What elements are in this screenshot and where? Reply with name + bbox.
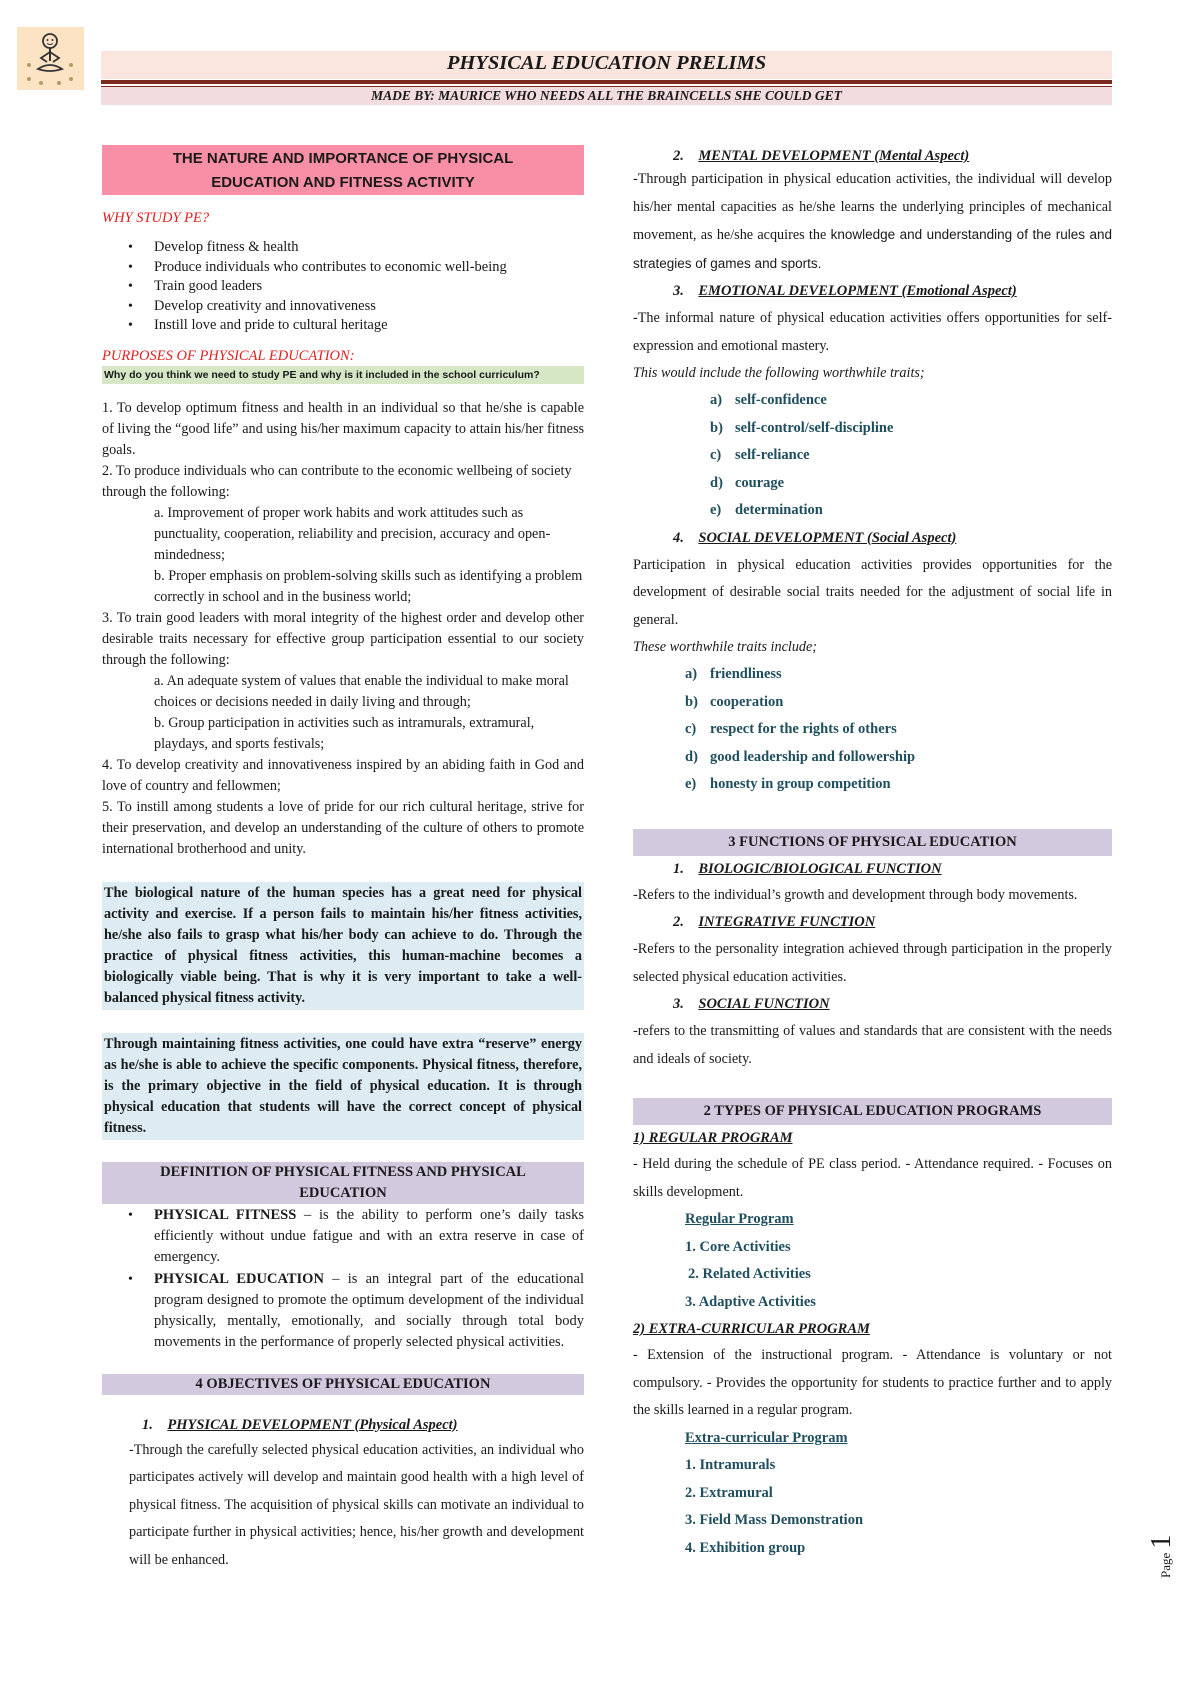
extracurricular-program-text: - Extension of the instructional program. - Attendance is voluntary or not compulsory. - Provides the opportunity for students to practice further and to apply the skills learned in a regular program. xyxy=(633,1347,1112,1418)
objective-title: MENTAL DEVELOPMENT (Mental Aspect) xyxy=(698,148,970,164)
meditating-figure-icon xyxy=(17,27,84,90)
right-column xyxy=(633,146,1112,1562)
function-1-heading xyxy=(633,856,1112,882)
list-item xyxy=(685,689,1112,717)
trait-text: honesty in group competition xyxy=(710,776,891,792)
function-number: 2. xyxy=(673,914,684,930)
programs-heading: 2 TYPES OF PHYSICAL EDUCATION PROGRAMS xyxy=(633,1098,1112,1125)
purpose-3b: b. Group participation in activities such as intramurals, extramural, playdays, and sports festivals; xyxy=(154,714,535,752)
definition-text: – is an integral part of the educational program designed to promote the optimum development of the individual physically, mentally, emotionally, and socially through total body movements in the performance of properly selected physical activities. xyxy=(154,1270,584,1350)
list-item xyxy=(710,470,1112,498)
definition-heading-line: DEFINITION OF PHYSICAL FITNESS AND PHYSICAL xyxy=(160,1163,526,1180)
definition-text: – is the ability to perform one’s daily tasks efficiently without undue fatigue and with an extra reserve in case of emergency. xyxy=(154,1206,585,1265)
definition-physical-education xyxy=(102,1269,584,1353)
objective-number: 1. xyxy=(142,1416,153,1433)
trait-text: self-reliance xyxy=(735,447,810,463)
purposes-heading: PURPOSES OF PHYSICAL EDUCATION: xyxy=(102,347,355,364)
definition-heading-line: EDUCATION xyxy=(299,1184,387,1201)
function-title: BIOLOGIC/BIOLOGICAL FUNCTION xyxy=(698,860,942,877)
page-number xyxy=(1146,1518,1186,1578)
purposes-body xyxy=(102,398,584,860)
trait-letter: b) xyxy=(685,693,698,710)
list-item: • Develop fitness & health xyxy=(102,238,584,258)
objective-title: PHYSICAL DEVELOPMENT (Physical Aspect) xyxy=(167,1416,458,1433)
list-item xyxy=(685,744,1112,772)
objective-text: -Through participation in physical education activities, the individual will develop his/her mental capacities as he/she learns the underlying principles of mechanical movement, as he/she acquires the xyxy=(633,171,1112,243)
section-heading-nature xyxy=(102,145,584,195)
trait-letter: a) xyxy=(685,666,698,682)
definition-term: PHYSICAL EDUCATION xyxy=(154,1270,324,1287)
trait-letter: c) xyxy=(710,447,722,463)
list-item: 4. Exhibition group xyxy=(685,1539,806,1556)
emotional-traits-list xyxy=(633,387,1112,525)
list-item xyxy=(710,497,1112,525)
objective-title: EMOTIONAL DEVELOPMENT (Emotional Aspect) xyxy=(698,283,1017,299)
extracurricular-program-heading: 2) EXTRA-CURRICULAR PROGRAM xyxy=(633,1321,870,1337)
purpose-3: 3. To train good leaders with moral integrity of the highest order and develop other desirable traits necessary for effective group participation essential to our society through the following: xyxy=(102,609,584,668)
list-item: 2. Extramural xyxy=(685,1484,773,1501)
trait-text: good leadership and followership xyxy=(710,748,916,765)
section-heading-line: EDUCATION AND FITNESS ACTIVITY xyxy=(211,174,475,191)
extracurricular-program-list xyxy=(633,1425,1112,1563)
objective-2-heading xyxy=(633,146,1112,166)
purpose-1: 1. To develop optimum fitness and health in an individual so that he/she is capable of living the “good life” and using his/her maximum capacity to attain his/her fitness goals. xyxy=(102,399,584,458)
definition-list xyxy=(102,1205,584,1353)
purpose-2b: b. Proper emphasis on problem-solving skills such as identifying a problem correctly in school and in the business world; xyxy=(154,567,583,605)
objective-3-heading xyxy=(633,278,1112,305)
list-item: 3. Adaptive Activities xyxy=(685,1293,816,1310)
page-number-value: 1 xyxy=(1146,1534,1177,1549)
purpose-2: 2. To produce individuals who can contribute to the economic wellbeing of society through the following: xyxy=(102,462,572,500)
objective-4-lead: These worthwhile traits include; xyxy=(633,639,818,655)
social-traits-list xyxy=(633,661,1112,799)
function-2-text: -Refers to the personality integration achieved through participation in the properly selected physical education activities. xyxy=(633,941,1112,985)
section-heading-line: THE NATURE AND IMPORTANCE OF PHYSICAL xyxy=(172,150,514,167)
definition-term: PHYSICAL FITNESS xyxy=(154,1206,297,1223)
list-item xyxy=(710,442,1112,470)
trait-text: friendliness xyxy=(710,666,782,682)
objective-3-lead: This would include the following worthwhile traits; xyxy=(633,365,925,381)
function-3-text: -refers to the transmitting of values and standards that are consistent with the needs and ideals of society. xyxy=(633,1023,1112,1067)
page-subtitle: MADE BY: MAURICE WHO NEEDS ALL THE BRAINCELLS SHE COULD GET xyxy=(371,88,842,103)
list-item: 1. Core Activities xyxy=(685,1238,791,1255)
function-3-heading xyxy=(633,991,1112,1018)
function-number: 1. xyxy=(673,860,684,877)
objective-number: 4. xyxy=(673,529,684,546)
list-item xyxy=(710,415,1112,443)
function-title: INTEGRATIVE FUNCTION xyxy=(698,914,876,930)
list-item: • Develop creativity and innovativeness xyxy=(102,297,584,317)
list-item: 2. Related Activities xyxy=(688,1266,811,1282)
function-1-text: -Refers to the individual’s growth and development through body movements. xyxy=(633,886,1078,903)
trait-text: courage xyxy=(735,474,785,491)
regular-program-text: - Held during the schedule of PE class period. - Attendance required. - Focuses on skills development. xyxy=(633,1156,1112,1200)
trait-text: determination xyxy=(735,502,823,518)
objective-4-text: Participation in physical education activities provides opportunities for the development of desirable social traits needed for the adjustment of social life in general. xyxy=(633,556,1112,628)
definition-physical-fitness xyxy=(102,1205,584,1268)
trait-letter: e) xyxy=(685,776,697,792)
trait-letter: a) xyxy=(710,392,723,408)
extracurricular-program-subheading: Extra-curricular Program xyxy=(685,1429,848,1446)
objective-title: SOCIAL DEVELOPMENT (Social Aspect) xyxy=(698,529,957,546)
objective-number: 3. xyxy=(673,283,684,299)
trait-letter: d) xyxy=(710,474,723,491)
trait-letter: b) xyxy=(710,419,723,436)
page-title: PHYSICAL EDUCATION PRELIMS xyxy=(446,52,767,74)
objectives-heading: 4 OBJECTIVES OF PHYSICAL EDUCATION xyxy=(102,1374,584,1395)
left-column xyxy=(102,208,584,1574)
function-title: SOCIAL FUNCTION xyxy=(698,996,830,1012)
biological-nature-box: The biological nature of the human species has a great need for physical activity and exercise. If a person fails to maintain his/her fitness activities, he/she also fails to grasp what his/her body can achieve to do. Through the practice of physical fitness activities, this human-machine becomes a biologically viable being. That is why it is very important to take a well-balanced physical fitness activity. xyxy=(102,882,584,1010)
page-label: Page xyxy=(1158,1552,1173,1578)
objective-number: 2. xyxy=(673,148,684,164)
regular-program-list xyxy=(633,1206,1112,1316)
trait-text: self-confidence xyxy=(735,392,827,408)
fitness-reserve-box: Through maintaining fitness activities, one could have extra “reserve” energy as he/she is able to achieve the specific components. Physical fitness, therefore, is the primary objective in the field of physical education. It is through physical education that students will have the correct concept of physical fitness. xyxy=(102,1033,584,1140)
functions-heading: 3 FUNCTIONS OF PHYSICAL EDUCATION xyxy=(633,829,1112,856)
list-item: • Train good leaders xyxy=(102,277,584,297)
definition-heading xyxy=(102,1162,584,1204)
list-item: 3. Field Mass Demonstration xyxy=(685,1512,864,1528)
regular-program-heading: 1) REGULAR PROGRAM xyxy=(633,1130,793,1146)
trait-letter: c) xyxy=(685,721,697,737)
purpose-3a: a. An adequate system of values that enable the individual to make moral choices or decisions needed in daily living and through; xyxy=(154,672,569,710)
list-item xyxy=(685,661,1112,689)
purpose-5: 5. To instill among students a love of pride for our rich cultural heritage, strive for their preservation, and develop an understanding of the culture of others to promote international brotherhood and unity. xyxy=(102,798,584,857)
list-item xyxy=(710,387,1112,415)
list-item: • Instill love and pride to cultural heritage xyxy=(102,316,584,336)
trait-letter: d) xyxy=(685,748,698,765)
objective-4-heading xyxy=(633,525,1112,552)
trait-text: respect for the rights of others xyxy=(710,721,897,737)
why-study-heading: WHY STUDY PE? xyxy=(102,210,210,226)
objective-1-heading xyxy=(102,1417,584,1434)
title-rule xyxy=(101,80,1112,84)
list-item xyxy=(685,771,1112,799)
list-item: • Produce individuals who contributes to economic well-being xyxy=(102,258,584,278)
trait-letter: e) xyxy=(710,502,722,518)
list-item: 1. Intramurals xyxy=(685,1457,776,1473)
function-2-heading xyxy=(633,909,1112,936)
objective-text: knowledge and understanding of the rules and strategies of games and sports. xyxy=(633,227,1112,271)
objective-2-text xyxy=(633,166,1112,278)
function-number: 3. xyxy=(673,996,684,1012)
why-study-list xyxy=(102,238,584,336)
purpose-4: 4. To develop creativity and innovativeness inspired by an abiding faith in God and love of country and fellowmen; xyxy=(102,756,584,794)
regular-program-subheading: Regular Program xyxy=(685,1211,794,1227)
objective-3-text: -The informal nature of physical education activities offers opportunities for self-expression and emotional mastery. xyxy=(633,310,1112,354)
purpose-2a: a. Improvement of proper work habits and work attitudes such as punctuality, cooperation, reliability and precision, accuracy and open-mindedness; xyxy=(154,504,551,563)
purposes-question: Why do you think we need to study PE and why is it included in the school curriculum? xyxy=(102,366,584,384)
trait-text: self-control/self-discipline xyxy=(735,419,894,436)
list-item xyxy=(685,716,1112,744)
trait-text: cooperation xyxy=(710,693,784,710)
objective-1-text: -Through the carefully selected physical education activities, an individual who participates actively will develop and maintain good health with a high level of physical fitness. The acquisition of physical skills can motivate an individual to participate further in physical activities; hence, his/her growth and development will be enhanced. xyxy=(129,1441,584,1568)
